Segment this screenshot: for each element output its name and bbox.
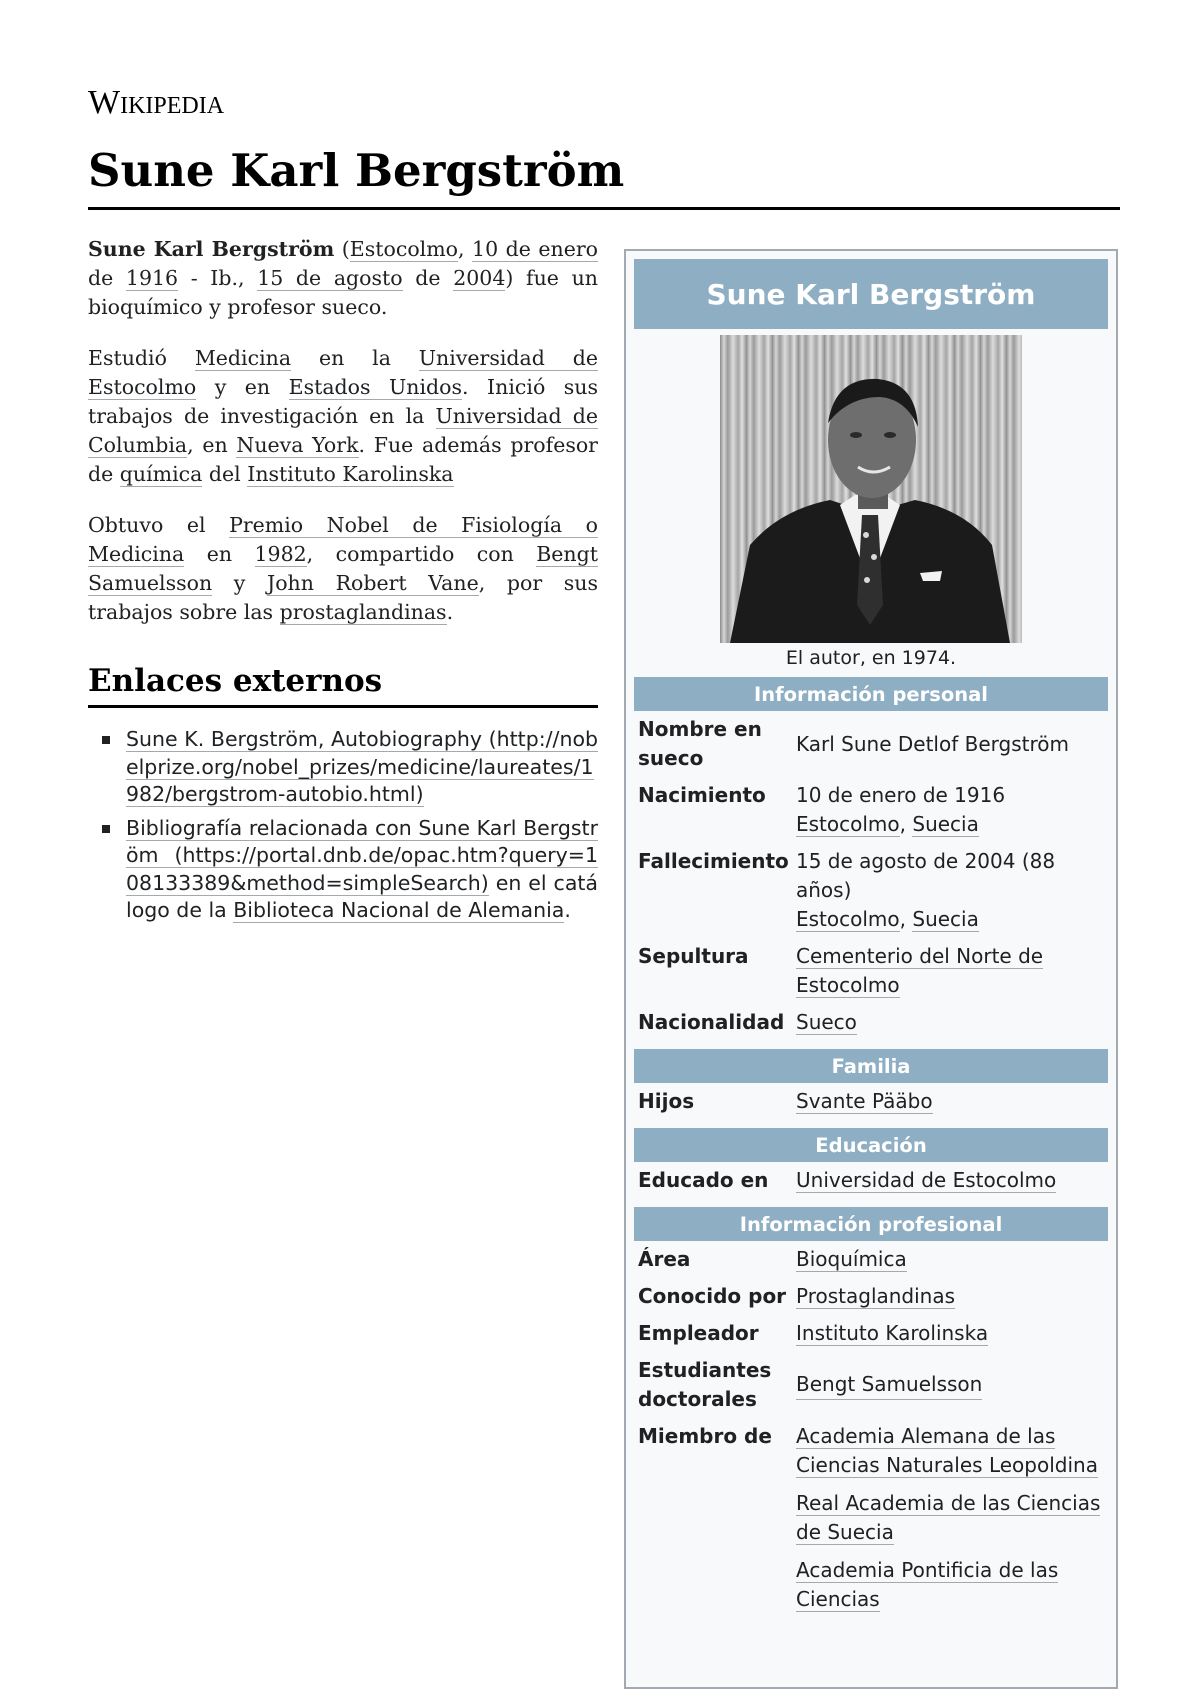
text: y en bbox=[196, 375, 289, 399]
label-nacionalidad: Nacionalidad bbox=[638, 1010, 785, 1034]
text: , en bbox=[187, 433, 237, 457]
value-fallecimiento bbox=[796, 847, 1108, 934]
value-estudiantes bbox=[796, 1356, 1108, 1414]
row-hijos bbox=[634, 1083, 1108, 1120]
text: de bbox=[88, 266, 126, 290]
link-universidad-columbia[interactable]: Universidad de Columbia bbox=[88, 404, 598, 457]
link-svante-paabo[interactable]: Svante Pääbo bbox=[796, 1089, 933, 1113]
value-educado bbox=[796, 1166, 1108, 1195]
label-fallecimiento: Fallecimiento bbox=[638, 849, 789, 873]
text: Obtuvo el bbox=[88, 513, 230, 537]
row-nacionalidad bbox=[634, 1004, 1108, 1041]
text: . Inició sus trabajos de investigación en la bbox=[88, 375, 599, 428]
link-sueco[interactable]: Sueco bbox=[796, 1010, 857, 1034]
label-nombre: Nombre en sueco bbox=[638, 717, 762, 770]
row-nombre bbox=[634, 711, 1108, 777]
article-body bbox=[88, 235, 598, 931]
link-prostaglandinas[interactable]: prostaglandinas bbox=[279, 600, 447, 624]
label-educado: Educado en bbox=[638, 1168, 769, 1192]
external-links-list bbox=[88, 726, 598, 925]
section-heading-external-links: Enlaces externos bbox=[88, 663, 598, 708]
text: . bbox=[446, 600, 454, 624]
text: ) fue un bioquímico y profesor sueco. bbox=[88, 266, 598, 319]
link-premio-nobel[interactable]: Premio Nobel de Fisiología o Medicina bbox=[88, 513, 598, 566]
value-sepultura bbox=[796, 942, 1108, 1000]
section-header-educacion: Educación bbox=[634, 1128, 1108, 1162]
fallecimiento-date: 15 de agosto de 2004 (88 años) bbox=[796, 849, 1056, 902]
link-estocolmo[interactable]: Estocolmo bbox=[796, 812, 900, 836]
intro-paragraph bbox=[88, 235, 598, 322]
label-estudiantes: Estudiantes doctorales bbox=[638, 1358, 772, 1411]
text: en el catálogo de la bbox=[126, 870, 598, 922]
link-10-de-enero[interactable]: 10 de enero bbox=[472, 237, 598, 261]
text: , por sus trabajos sobre las bbox=[88, 571, 598, 624]
link-real-academia-suecia[interactable]: Real Academia de las Ciencias de Suecia bbox=[796, 1491, 1101, 1544]
link-universidad-estocolmo[interactable]: Universidad de Estocolmo bbox=[88, 346, 598, 399]
infobox bbox=[624, 249, 1118, 1689]
link-instituto-karolinska[interactable]: Instituto Karolinska bbox=[796, 1321, 989, 1345]
link-15-de-agosto[interactable]: 15 de agosto bbox=[257, 266, 403, 290]
value-nombre: Karl Sune Detlof Bergström bbox=[796, 731, 1069, 756]
link-autobiography[interactable]: Sune K. Bergström, Autobiography (http://nobelprize.org/nobel_prizes/medicine/laureates/1982/bergstrom-autobio.html) bbox=[126, 727, 598, 806]
text: , compartido con bbox=[306, 542, 537, 566]
nacimiento-date: 10 de enero de 1916 bbox=[796, 783, 1006, 807]
text: en la bbox=[291, 346, 419, 370]
row-educado bbox=[634, 1162, 1108, 1199]
row-area bbox=[634, 1241, 1108, 1278]
label-conocido: Conocido por bbox=[638, 1284, 787, 1308]
text: del bbox=[202, 462, 248, 486]
text: en bbox=[184, 542, 255, 566]
text: . Fue además profesor de bbox=[88, 433, 598, 486]
text: . bbox=[564, 898, 571, 922]
row-fallecimiento bbox=[634, 843, 1108, 938]
link-estocolmo[interactable]: Estocolmo bbox=[349, 237, 459, 261]
label-sepultura: Sepultura bbox=[638, 944, 749, 968]
infobox-title: Sune Karl Bergström bbox=[634, 259, 1108, 329]
link-instituto-karolinska[interactable]: Instituto Karolinska bbox=[247, 462, 454, 486]
row-estudiantes bbox=[634, 1352, 1108, 1418]
text: ( bbox=[334, 237, 350, 261]
link-suecia[interactable]: Suecia bbox=[912, 812, 979, 836]
section-header-personal: Información personal bbox=[634, 677, 1108, 711]
link-biblioteca-nacional-alemania[interactable]: Biblioteca Nacional de Alemania bbox=[233, 898, 565, 922]
row-empleador bbox=[634, 1315, 1108, 1352]
row-nacimiento bbox=[634, 777, 1108, 843]
wikipedia-logo[interactable]: Wikipedia bbox=[88, 84, 225, 121]
link-john-robert-vane[interactable]: John Robert Vane bbox=[267, 571, 479, 595]
label-hijos: Hijos bbox=[638, 1089, 695, 1113]
text: de bbox=[402, 266, 454, 290]
link-2004[interactable]: 2004 bbox=[453, 266, 506, 290]
value-nacionalidad bbox=[796, 1008, 1108, 1037]
list-item bbox=[126, 815, 598, 925]
link-bioquimica[interactable]: Bioquímica bbox=[796, 1247, 907, 1271]
text: , bbox=[458, 237, 473, 261]
label-empleador: Empleador bbox=[638, 1321, 759, 1345]
value-conocido bbox=[796, 1282, 1108, 1311]
education-paragraph bbox=[88, 344, 598, 489]
link-academia-leopoldina[interactable]: Academia Alemana de las Ciencias Naturales Leopoldina bbox=[796, 1424, 1098, 1477]
text: , bbox=[899, 812, 913, 836]
link-estados-unidos[interactable]: Estados Unidos bbox=[288, 375, 463, 399]
value-miembro bbox=[796, 1422, 1108, 1623]
link-prostaglandinas[interactable]: Prostaglandinas bbox=[796, 1284, 956, 1308]
link-universidad-estocolmo[interactable]: Universidad de Estocolmo bbox=[796, 1168, 1057, 1192]
link-bengt-samuelsson[interactable]: Bengt Samuelsson bbox=[88, 542, 598, 595]
label-miembro: Miembro de bbox=[638, 1424, 772, 1448]
link-bibliografia[interactable]: Bibliografía relacionada con Sune Karl Bergström (https://portal.dnb.de/opac.htm?query=108133389&method=simpleSearch) bbox=[126, 815, 598, 895]
portrait-photo[interactable] bbox=[720, 335, 1022, 643]
value-area bbox=[796, 1245, 1108, 1274]
link-estocolmo[interactable]: Estocolmo bbox=[796, 907, 900, 931]
label-area: Área bbox=[638, 1247, 691, 1271]
link-suecia[interactable]: Suecia bbox=[912, 907, 979, 931]
bullet-icon bbox=[102, 736, 110, 744]
link-bengt-samuelsson[interactable]: Bengt Samuelsson bbox=[796, 1370, 982, 1400]
subject-name: Sune Karl Bergström bbox=[88, 237, 335, 261]
row-sepultura bbox=[634, 938, 1108, 1004]
text: - Ib., bbox=[178, 266, 258, 290]
photo-caption: El autor, en 1974. bbox=[785, 647, 957, 669]
text: Estudió bbox=[88, 346, 195, 370]
nobel-paragraph bbox=[88, 511, 598, 627]
link-1982[interactable]: 1982 bbox=[254, 542, 307, 566]
text: y bbox=[212, 571, 267, 595]
link-1916[interactable]: 1916 bbox=[125, 266, 179, 290]
list-item bbox=[126, 726, 598, 809]
section-header-profesional: Información profesional bbox=[634, 1207, 1108, 1241]
link-cementerio[interactable]: Cementerio del Norte de Estocolmo bbox=[796, 944, 1044, 997]
portrait-image bbox=[720, 335, 1022, 643]
value-empleador bbox=[796, 1319, 1108, 1348]
value-hijos bbox=[796, 1087, 1108, 1116]
link-medicina[interactable]: Medicina bbox=[194, 346, 292, 370]
label-nacimiento: Nacimiento bbox=[638, 783, 766, 807]
link-academia-pontificia[interactable]: Academia Pontificia de las Ciencias bbox=[796, 1558, 1059, 1611]
row-miembro bbox=[634, 1418, 1108, 1627]
row-conocido bbox=[634, 1278, 1108, 1315]
section-header-familia: Familia bbox=[634, 1049, 1108, 1083]
text: , bbox=[899, 907, 913, 931]
link-quimica[interactable]: química bbox=[119, 462, 203, 486]
bullet-icon bbox=[102, 825, 110, 833]
link-nueva-york[interactable]: Nueva York bbox=[236, 433, 359, 457]
page-title: Sune Karl Bergström bbox=[88, 145, 1120, 210]
value-nacimiento bbox=[796, 781, 1108, 839]
